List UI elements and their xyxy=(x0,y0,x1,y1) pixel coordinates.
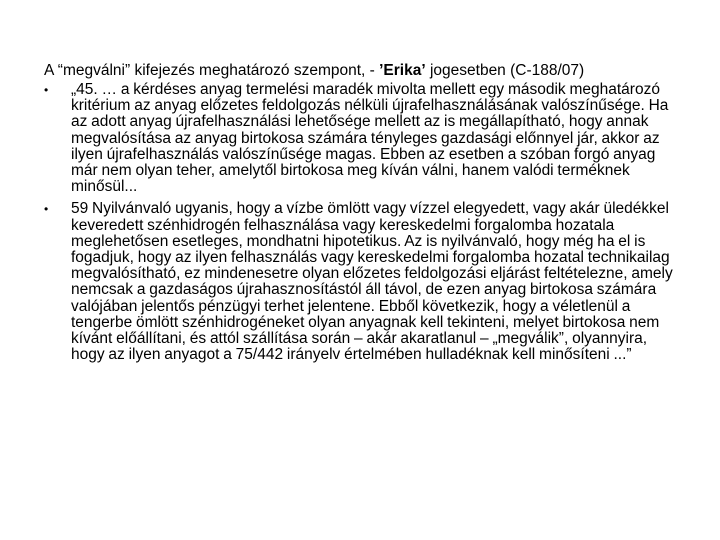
heading-suffix: jogesetben (C-188/07) xyxy=(425,62,585,79)
heading-prefix: A “megválni” kifejezés meghatározó szempont, - xyxy=(44,62,380,79)
slide-heading xyxy=(44,61,684,80)
bullet-dot-icon: • xyxy=(44,202,49,217)
bullet-dot-icon: • xyxy=(44,83,49,97)
bullet-list xyxy=(44,82,684,363)
heading-case-name: ’Erika’ xyxy=(379,62,426,79)
bullet-item-59 xyxy=(44,201,684,363)
bullet-text: „45. … a kérdéses anyag termelési maradék mivolta mellett egy második meghatározó kritérium az anyag előzetes feldolgozás nélküli újrafelhasználásának valószínűsége. Ha az adott anyag újrafelhasználási lehetősége mellett az is megállapítható, hogy annak megvalósítása az anyag birtokosa számára tényleges gazdasági előnnyel jár, akkor az ilyen újrafelhasználás valószínűsége magas. Ebben az esetben a szóban forgó anyag már nem olyan teher, amelytől birtokosa meg kíván válni, hanem valódi terméknek minősül... xyxy=(71,81,669,196)
slide-content xyxy=(44,61,684,369)
bullet-item-45 xyxy=(44,82,684,195)
bullet-text: 59 Nyilvánvaló ugyanis, hogy a vízbe ömlött vagy vízzel elegyedett, vagy akár üledékkel keveredett szénhidrogén felhasználása vagy kereskedelmi forgalomba hozatala meglehetősen esetleges, mondhatni hipotetikus. Az is nyilvánvaló, hogy még ha el is fogadjuk, hogy az ilyen felhasználás vagy kereskedelmi forgalomba hozatal technikailag megvalósítható, ez mindenesetre olyan előzetes feldolgozási eljárást feltételezne, amely nemcsak a gazdaságos újrahasznosítástól áll távol, de ezen anyag birtokosa számára valójában jelentős pénzügyi terhet jelentene. Ebből következik, hogy a véletlenül a tengerbe ömlött szénhidrogéneket olyan anyagnak kell tekinteni, melyet birtokosa nem kívánt előállítani, és attól szállítása során – akár akaratlanul – „megválik”, olyannyira, hogy az ilyen anyagot a 75/442 irányelv értelmében hulladéknak kell minősíteni ...” xyxy=(71,200,673,364)
